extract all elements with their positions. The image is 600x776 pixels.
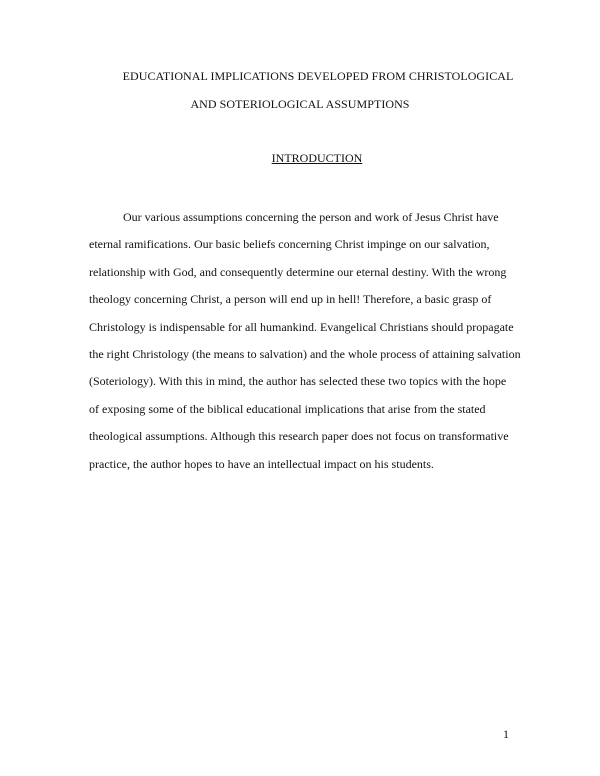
paragraph-line: the right Christology (the means to salvation) and the whole process of attaining salvation <box>89 346 521 361</box>
paragraph-line: of exposing some of the biblical educational implications that arise from the stated <box>89 401 486 416</box>
paragraph-line: Our various assumptions concerning the person and work of Jesus Christ have <box>123 210 499 224</box>
paragraph-line: eternal ramifications. Our basic beliefs concerning Christ impinge on our salvation, <box>89 237 490 252</box>
title-line-1: EDUCATIONAL IMPLICATIONS DEVELOPED FROM CHRISTOLOGICAL <box>122 69 514 83</box>
page-number: 1 <box>503 727 509 741</box>
paragraph-line: relationship with God, and consequently determine our eternal destiny. With the wrong <box>89 264 507 279</box>
section-heading: INTRODUCTION <box>271 151 363 165</box>
introduction-paragraph <box>89 204 529 478</box>
paragraph-line: theological assumptions. Although this research paper does not focus on transformative <box>89 429 509 444</box>
paragraph-line: (Soteriology). With this in mind, the author has selected these two topics with the hope <box>89 374 507 389</box>
title-line-2: AND SOTERIOLOGICAL ASSUMPTIONS <box>190 97 410 111</box>
paragraph-line: theology concerning Christ, a person will end up in hell! Therefore, a basic grasp of <box>89 292 492 307</box>
paragraph-line: Christology is indispensable for all humankind. Evangelical Christians should propagate <box>89 319 514 334</box>
paragraph-line: practice, the author hopes to have an intellectual impact on his students. <box>89 456 434 471</box>
